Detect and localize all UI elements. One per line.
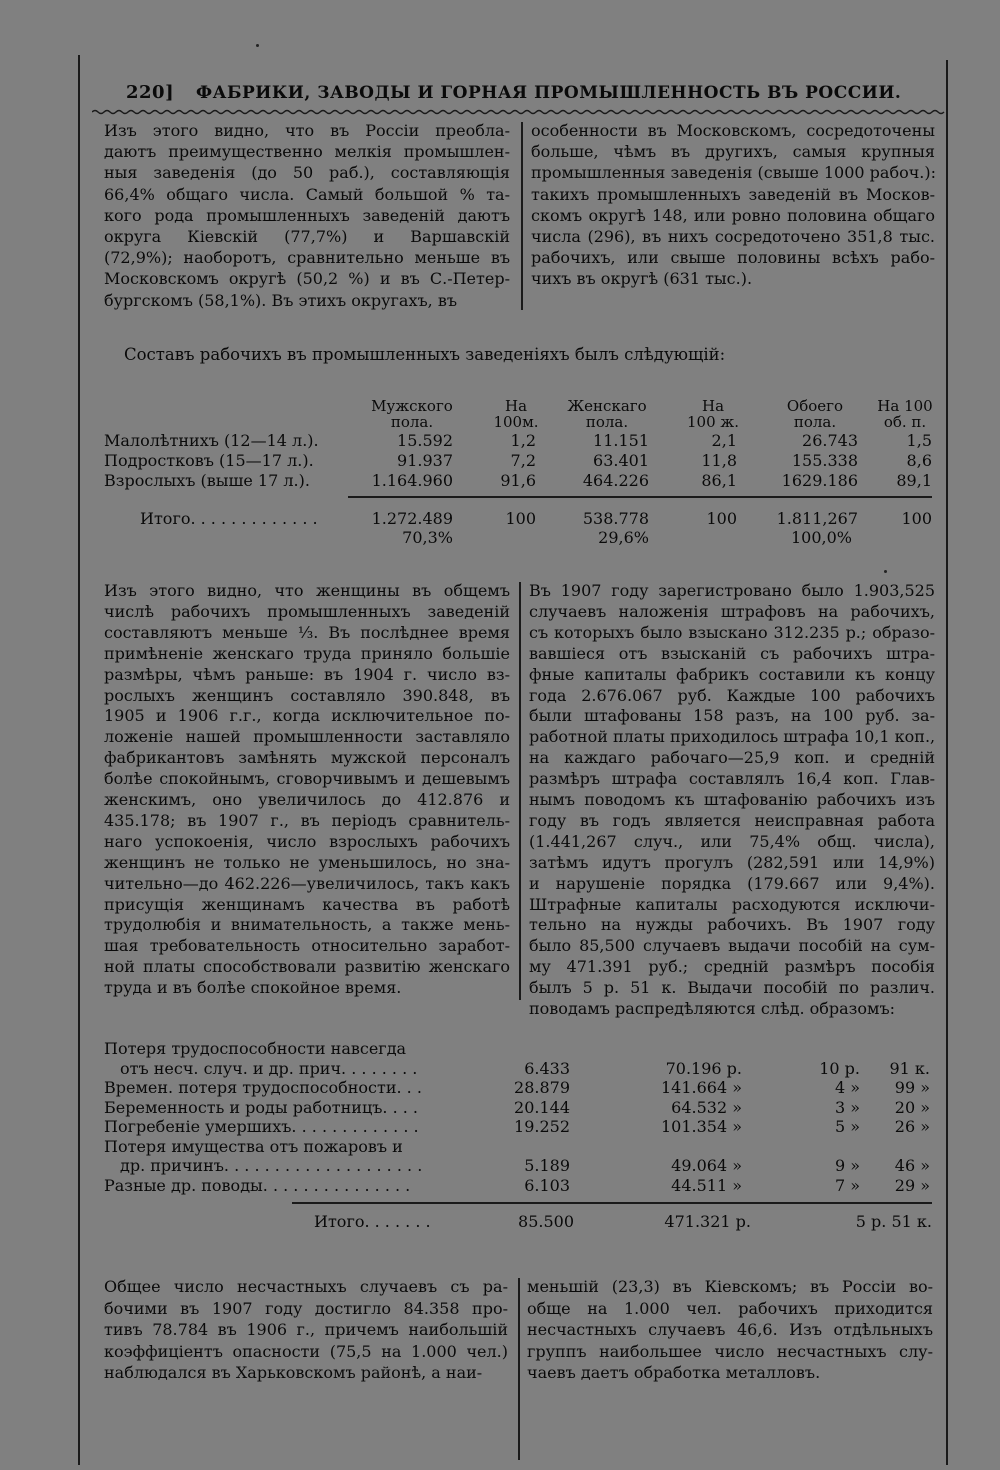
table-cell: 11.151	[593, 431, 649, 450]
sum-cell: 49.064 »	[671, 1156, 742, 1175]
text-line: (1.441,267 случ., или 75,4% общ. числа),	[529, 831, 935, 851]
text-line: наго успокоенія, число взрослыхъ рабочихъ	[104, 831, 510, 851]
text-line: поводамъ распредѣляются слѣд. образомъ:	[529, 999, 896, 1018]
text-line: Штрафные капиталы расходуются исключи-	[529, 894, 935, 914]
text-line: чительно—до 462.226—увеличилось, такъ какъ	[104, 873, 510, 893]
text-line: случаевъ наложенія штрафовъ на рабочихъ,	[529, 601, 935, 621]
text-line: 66,4% общаго числа. Самый большой % та-	[104, 184, 510, 204]
text-line: наблюдался въ Харьковскомъ районѣ, а наи-	[104, 1363, 483, 1382]
total-label: Итого. . . . . . .	[314, 1212, 431, 1231]
row-label: Потеря трудоспособности навсегда	[104, 1039, 407, 1058]
avg-rub-cell: 9 »	[834, 1156, 860, 1175]
row-label: Взрослыхъ (выше 17 л.).	[104, 471, 310, 490]
total-avg: 5 р. 51 к.	[855, 1212, 932, 1231]
text-line: было 85,500 случаевъ выдачи пособій на сум-	[529, 936, 935, 956]
text-line: размѣры, чѣмъ раньше: въ 1904 г. число вз-	[104, 664, 510, 684]
text-line: числа (296), въ нихъ сосредоточено 351,8 тыс.	[531, 227, 935, 246]
table-cell: 89,1	[896, 471, 932, 490]
text-line: трудолюбія и внимательность, а также мень-	[104, 915, 510, 935]
column-header: пола.	[793, 413, 837, 431]
row-label: др. причинъ. . . . . . . . . . . . . . . . . . . .	[120, 1156, 423, 1175]
row-label: Беременность и роды работницъ. . . .	[104, 1098, 419, 1117]
column-header: Мужского	[371, 397, 453, 415]
count-cell: 19.252	[514, 1117, 570, 1136]
total-sum: 471.321 р.	[664, 1212, 751, 1231]
text-line: труда и въ болѣе спокойное время.	[104, 978, 402, 998]
text-line: Въ 1907 году зарегистровано было 1.903,525	[529, 581, 935, 600]
text-line: года 2.676.067 руб. Каждые 100 рабочихъ	[529, 685, 935, 705]
total-label: Итого. . . . . . . . . . . . .	[140, 509, 318, 528]
row-label: Времен. потеря трудоспособности. . .	[104, 1078, 422, 1097]
table-cell: 8,6	[906, 451, 932, 470]
sum-cell: 141.664 »	[660, 1078, 742, 1097]
text-line: обще на 1.000 чел. рабочихъ приходится	[527, 1298, 933, 1318]
text-line: былъ 5 р. 51 к. Выдачи пособій по различ.	[529, 978, 935, 998]
count-cell: 20.144	[514, 1098, 570, 1117]
text-line: промышленныя заведенія (свыше 1000 рабоч.):	[531, 163, 937, 183]
text-line: коэффиціентъ опасности (75,5 на 1.000 чел.)	[104, 1341, 508, 1361]
row-label: Подростковъ (15—17 л.).	[104, 451, 314, 470]
column-header: 100 ж.	[687, 413, 739, 431]
percent-cell: 29,6%	[598, 528, 649, 547]
count-cell: 5.189	[524, 1156, 570, 1175]
text-line: ныя заведенія (до 50 раб.), составляющія	[104, 163, 510, 183]
sum-cell: 101.354 »	[660, 1117, 742, 1136]
avg-kop-cell: 46 »	[894, 1156, 930, 1175]
avg-rub-cell: 5 »	[834, 1117, 860, 1136]
workers-heading: Составъ рабочихъ въ промышленныхъ заведеніяхъ былъ слѣдующій:	[124, 345, 726, 364]
column-divider-top	[521, 122, 523, 310]
text-line: Изъ этого видно, что женщины въ общемъ	[104, 581, 510, 600]
table-cell: 11,8	[701, 451, 737, 470]
table-cell: 464.226	[582, 471, 649, 490]
table-cell: 91,6	[500, 471, 536, 490]
text-line: больше, чѣмъ въ другихъ, самыя крупныя	[531, 142, 935, 162]
table-cell: 1,2	[510, 431, 536, 450]
sum-cell: 70.196 р.	[665, 1059, 742, 1078]
header-rule	[92, 108, 946, 116]
count-cell: 6.103	[524, 1176, 570, 1195]
avg-rub-cell: 7 »	[834, 1176, 860, 1195]
text-line: работной платы приходилось штрафа 10,1 коп.,	[529, 727, 936, 747]
text-line: на каждаго рабочаго—25,9 коп. и средній	[529, 748, 935, 768]
text-line: кого рода промышленныхъ заведеній даютъ	[104, 205, 510, 225]
page-frame-left	[78, 55, 80, 1465]
benefits-table-rule	[292, 1202, 932, 1204]
count-cell: 6.433	[524, 1059, 570, 1078]
text-line: рабочихъ, или свыше половины всѣхъ рабо-	[531, 248, 935, 268]
row-label: Погребеніе умершихъ. . . . . . . . . . . . .	[104, 1117, 419, 1136]
row-label: Потеря имущества отъ пожаровъ и	[104, 1137, 403, 1156]
sum-cell: 64.532 »	[671, 1098, 742, 1117]
text-line: женскимъ, оно увеличилось до 412.876 и	[104, 790, 510, 809]
text-line: Изъ этого видно, что въ Россіи преобла-	[104, 121, 510, 140]
text-line: фные капиталы фабрикъ составили къ концу	[529, 664, 935, 684]
text-line: ной платы способствовали развитію женскаго	[104, 957, 510, 977]
speck	[256, 44, 259, 47]
text-line: числѣ рабочихъ промышленныхъ заведеній	[104, 601, 510, 621]
text-line: присущія женщинамъ качества въ работѣ	[104, 894, 510, 914]
avg-rub-cell: 10 р.	[819, 1059, 860, 1078]
total-cell: 100	[901, 509, 932, 528]
table-cell: 86,1	[701, 471, 737, 490]
text-line: тельно на нужды рабочихъ. Въ 1907 году	[529, 915, 935, 935]
total-cell: 100	[505, 509, 536, 528]
table-cell: 1,5	[906, 431, 932, 450]
text-line: группъ наибольшее число несчастныхъ слу-	[527, 1341, 933, 1361]
percent-cell: 70,3%	[402, 528, 453, 547]
text-line: округа Кіевскій (77,7%) и Варшавскій	[104, 227, 510, 246]
row-label: Разные др. поводы. . . . . . . . . . . . . . .	[104, 1176, 411, 1195]
text-line: даютъ преимущественно мелкія промышлен-	[104, 142, 510, 162]
column-divider-bottom	[518, 1278, 520, 1460]
column-divider-middle	[519, 582, 521, 1000]
text-line: 1905 и 1906 г.г., когда исключительное по-	[104, 706, 510, 726]
column-header: На	[701, 397, 725, 415]
table-cell: 15.592	[397, 431, 453, 450]
text-line: фабрикантовъ замѣнять мужской персоналъ	[104, 748, 510, 768]
table-cell: 91.937	[397, 451, 453, 470]
text-line: 435.178; въ 1907 г., въ періодъ сравнитель-	[104, 810, 510, 830]
column-header: пола.	[390, 413, 434, 431]
avg-rub-cell: 4 »	[834, 1078, 860, 1097]
running-title: ФАБРИКИ, ЗАВОДЫ И ГОРНАЯ ПРОМЫШЛЕННОСТЬ ВЪ РОССИИ.	[196, 83, 902, 103]
text-line: меньшій (23,3) въ Кіевскомъ; въ Россіи во-	[527, 1277, 933, 1296]
total-cell: 100	[706, 509, 737, 528]
count-cell: 28.879	[514, 1078, 570, 1097]
text-line: несчастныхъ случаевъ 46,6. Изъ отдѣльныхъ	[527, 1320, 933, 1339]
text-line: му 471.391 руб.; средній размѣръ пособія	[529, 957, 935, 977]
total-cell: 1.272.489	[371, 509, 453, 528]
avg-kop-cell: 29 »	[894, 1176, 930, 1195]
text-line: Общее число несчастныхъ случаевъ съ ра-	[104, 1277, 508, 1296]
text-line: съ которыхъ было взыскано 312.235 р.; образо-	[529, 622, 935, 642]
text-line: составляютъ меньше ⅓. Въ послѣднее время	[104, 622, 510, 642]
text-line: женщинъ не только не уменьшилось, но зна-	[104, 852, 510, 872]
text-line: особенности въ Московскомъ, сосредоточены	[531, 121, 935, 140]
column-header: Женскаго	[567, 397, 647, 415]
total-cell: 538.778	[582, 509, 649, 528]
speck	[884, 570, 887, 573]
table-cell: 63.401	[593, 451, 649, 470]
avg-kop-cell: 99 »	[894, 1078, 930, 1097]
column-header: пола.	[585, 413, 629, 431]
text-line: болѣе спокойнымъ, сговорчивымъ и дешевымъ	[104, 769, 510, 789]
total-cell: 1.811,267	[776, 509, 858, 528]
avg-rub-cell: 3 »	[834, 1098, 860, 1117]
text-line: рослыхъ женщинъ составляло 390.848, въ	[104, 685, 510, 705]
text-line: бургскомъ (58,1%). Въ этихъ округахъ, въ	[104, 290, 458, 310]
text-line: чаевъ даетъ обработка металловъ.	[527, 1363, 821, 1382]
sum-cell: 44.511 »	[671, 1176, 742, 1195]
table-cell: 2,1	[711, 431, 737, 450]
text-line: были штафованы 158 разъ, на 100 руб. за-	[529, 706, 935, 726]
page-number: 220]	[126, 82, 175, 103]
text-line: скомъ округѣ 148, или ровно половина общаго	[531, 205, 935, 225]
avg-kop-cell: 20 »	[894, 1098, 930, 1117]
row-label: Малолѣтнихъ (12—14 л.).	[104, 431, 319, 450]
text-line: вавшіеся отъ взысканій съ рабочихъ штра-	[529, 643, 935, 663]
text-line: примѣненіе женскаго труда приняло большіе	[104, 643, 510, 663]
column-header: 100м.	[493, 413, 539, 431]
text-line: и нарушеніе порядка (179.667 или 9,4%).	[529, 873, 935, 893]
text-line: затѣмъ идутъ прогулъ (282,591 или 14,9%)	[529, 852, 935, 872]
table-cell: 26.743	[802, 431, 858, 450]
column-header: Обоего	[786, 397, 844, 415]
page-frame-right	[946, 60, 948, 1465]
row-label: отъ несч. случ. и др. прич. . . . . . . .	[120, 1059, 418, 1078]
text-line: такихъ промышленныхъ заведеній въ Москов-	[531, 184, 935, 204]
text-line: шая требовательность относительно заработ-	[104, 936, 510, 956]
text-line: году въ годъ является неисправная работа	[529, 810, 935, 830]
text-line: размѣръ штрафа составлялъ 16,4 коп. Глав-	[529, 769, 935, 789]
table-cell: 1.164.960	[371, 471, 453, 490]
column-header: об. п.	[883, 413, 927, 431]
text-line: чихъ въ округѣ (631 тыс.).	[531, 269, 753, 289]
table-cell: 155.338	[791, 451, 858, 470]
table-cell: 7,2	[510, 451, 536, 470]
avg-kop-cell: 26 »	[894, 1117, 930, 1136]
total-count: 85.500	[518, 1212, 574, 1231]
text-line: тивъ 78.784 въ 1906 г., причемъ наибольшій	[104, 1320, 508, 1339]
column-header: На 100	[877, 397, 933, 415]
text-line: Московскомъ округѣ (50,2 %) и въ С.-Петер-	[104, 269, 510, 289]
text-line: ложеніе нашей промышленности заставляло	[104, 727, 510, 747]
text-line: нымъ поводомъ къ штафованію рабочихъ изъ	[529, 790, 935, 809]
text-line: (72,9%); наоборотъ, сравнительно меньше въ	[104, 248, 510, 268]
text-line: бочими въ 1907 году достигло 84.358 про-	[104, 1298, 508, 1318]
column-header: На	[504, 397, 528, 415]
table-cell: 1629.186	[781, 471, 858, 490]
workers-table-rule	[348, 496, 932, 498]
percent-cell: 100,0%	[790, 528, 852, 547]
avg-kop-cell: 91 к.	[889, 1059, 930, 1078]
